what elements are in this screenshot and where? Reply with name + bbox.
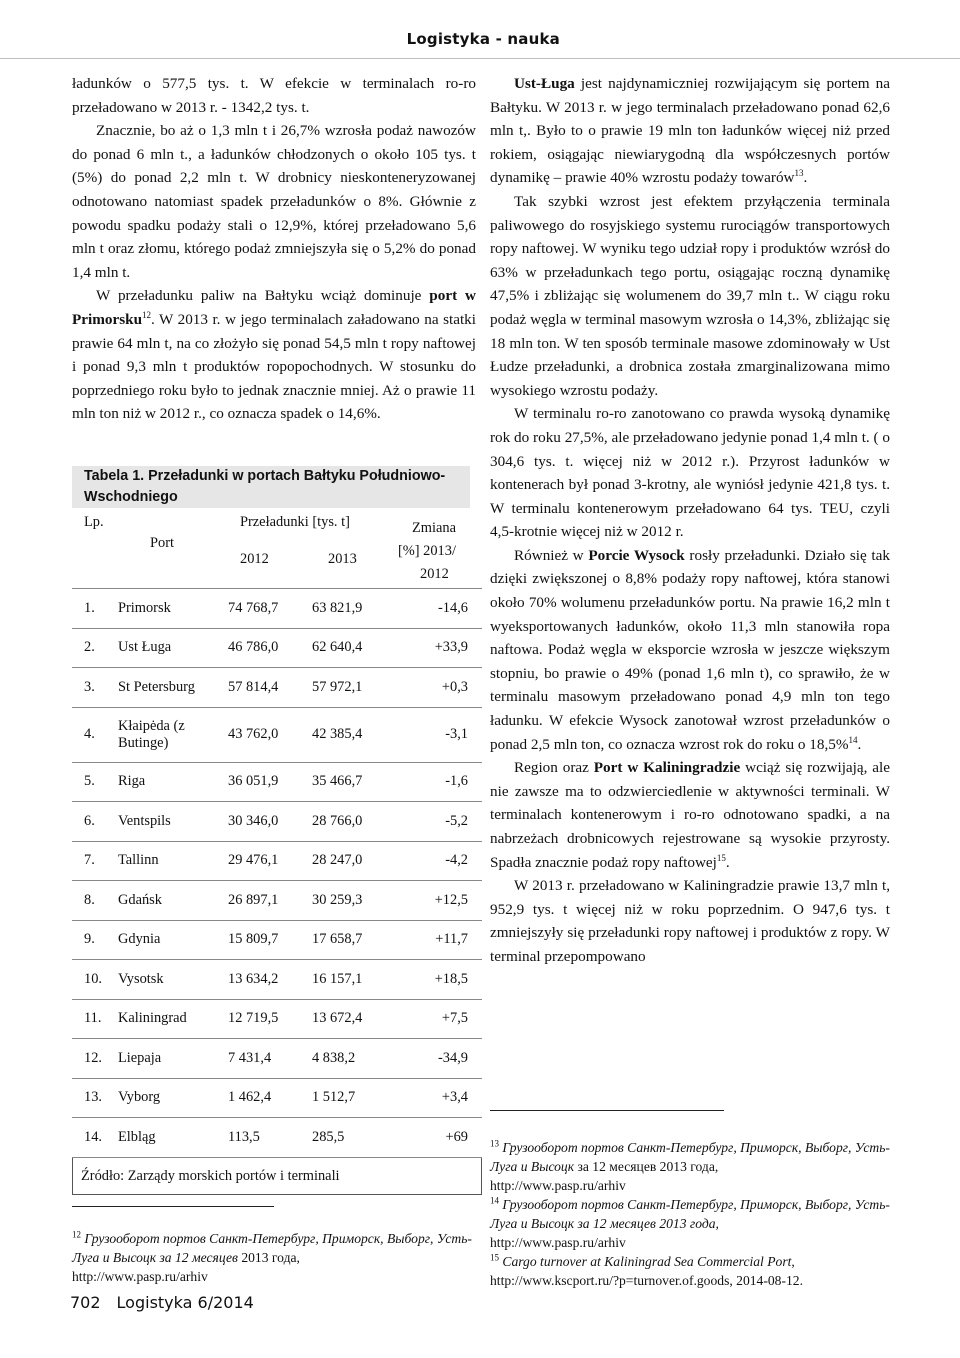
footnote-14 <box>490 1195 890 1252</box>
primorsk-port-bold: port w Primorsku <box>72 287 476 328</box>
table-row <box>72 841 482 881</box>
port-name: Ust Ługa <box>118 628 228 668</box>
footnote-rule-right <box>490 1110 724 1111</box>
value-2012: 15 809,7 <box>228 920 312 960</box>
p1-text: jest najdynamiczniej rozwijającym się portem na Bałtyku. W 2013 r. w jego terminalach przeładowano ponad 62,6 mln t,. Było to o prawie 19 mln ton ładunków więcej niż przed rokiem, osiągając niewiarygodną dla współczesnych portów dynamikę – prawie 40% wzrostu podaży towarów <box>490 75 890 187</box>
right-column <box>490 72 890 969</box>
header-change-2: [%] 2013/ <box>398 543 456 559</box>
value-2012: 74 768,7 <box>228 589 312 628</box>
right-paragraph-6: W 2013 r. przeładowano w Kaliningradzie prawie 13,7 mln t, 952,9 tys. t więcej niż w roku poprzednim. O 947,6 tys. t zmniejszyły się przeładunki ropy naftowej i produktów z ropy. W terminal przepompowano <box>490 877 890 965</box>
journal-name: Logistyka 6/2014 <box>116 1293 254 1312</box>
page-number: 702 <box>70 1293 101 1312</box>
row-number: 8. <box>72 881 118 921</box>
header-2012: 2012 <box>240 551 269 567</box>
footnote-15-title: Cargo turnover at Kaliningrad Sea Commercial Port <box>502 1254 792 1269</box>
change-percent: -4,2 <box>396 841 482 881</box>
table-row <box>72 707 482 762</box>
footnote-12-title: Грузооборот портов Санкт-Петербург, Приморск, Выборг, Усть-Луга и Высоцк за 12 месяцев <box>72 1231 472 1265</box>
footnote-number-12: 12 <box>72 1229 81 1240</box>
footnote-ref-12: 12 <box>142 309 152 320</box>
row-number: 2. <box>72 628 118 668</box>
change-percent: +69 <box>396 1118 482 1158</box>
value-2012: 26 897,1 <box>228 881 312 921</box>
change-percent: +3,4 <box>396 1078 482 1118</box>
value-2013: 30 259,3 <box>312 881 396 921</box>
p4-end: . <box>857 735 862 753</box>
header-lp: Lp. <box>84 514 104 530</box>
table-caption: Tabela 1. Przeładunki w portach Bałtyku Południowo-Wschodniego <box>72 466 470 508</box>
value-2013: 35 466,7 <box>312 762 396 802</box>
port-name: Ventspils <box>118 802 228 842</box>
footnote-13-date: за 12 месяцев 2013 года, <box>574 1159 719 1174</box>
p3-text-b: . W 2013 r. w jego terminalach załadowano na statki prawie 64 mln t, na co złożyło się ponad 54,5 mln t ropy naftowej i ponad 9,3 mln t produktów ropopochodnych. W stosunku do poprzedniego roku było to jednak znacznie mniej. Aż o prawie 11 mln ton niż w 2012 r., co oznacza spadek o 14,6%. <box>72 310 476 423</box>
value-2012: 12 719,5 <box>228 999 312 1039</box>
value-2012: 113,5 <box>228 1118 312 1158</box>
row-number: 6. <box>72 802 118 842</box>
value-2012: 57 814,4 <box>228 668 312 708</box>
page-footer <box>70 1293 254 1312</box>
footnote-rule-left <box>72 1206 274 1207</box>
p4-text-b: rosły przeładunki. Działo się tak dzięki zwiększonej o 8,8% podaży ropy naftowej, która stanowi około 70% wolumenu przeładunków portu. Na prawie 16,2 mln t wyeksportowanych ładunków, około 11,3 mln stanowiła ropa naftowa. Podaż węgla w eksporcie wzrosła w jeszcze większym stopniu, bo prawie o 49% (ponad 1,6 mln t), co sprawiło, że w terminalu masowym przeładowano ponad 4,9 mln ton tego ładunku. W efekcie Wysock zanotował wzrost przeładunków o ponad 2,5 mln ton, co oznacza wzrost rok do roku o 18,5% <box>490 546 890 753</box>
row-number: 4. <box>72 707 118 762</box>
value-2013: 13 672,4 <box>312 999 396 1039</box>
value-2012: 46 786,0 <box>228 628 312 668</box>
change-percent: -14,6 <box>396 589 482 628</box>
left-paragraph-1: ładunków o 577,5 tys. t. W efekcie w terminalach ro-ro przeładowano w 2013 r. - 1342,2 tys. t. <box>72 75 476 116</box>
value-2012: 30 346,0 <box>228 802 312 842</box>
header-reload: Przeładunki [tys. t] <box>240 514 350 530</box>
footnote-12 <box>72 1229 476 1286</box>
row-number: 7. <box>72 841 118 881</box>
p4-text-a: Również w <box>514 546 584 564</box>
footnotes-right <box>490 1138 890 1290</box>
footnote-ref-15: 15 <box>716 852 726 863</box>
footnote-15 <box>490 1252 890 1290</box>
port-name: Elbląg <box>118 1118 228 1158</box>
p1-end: . <box>803 169 808 187</box>
change-percent: -3,1 <box>396 707 482 762</box>
footnote-ref-14: 14 <box>848 734 858 745</box>
port-name: Primorsk <box>118 589 228 628</box>
section-title: Logistyka - nauka <box>406 30 560 48</box>
header-change-1: Zmiana <box>412 520 456 536</box>
value-2012: 36 051,9 <box>228 762 312 802</box>
footnote-number-13: 13 <box>490 1138 499 1149</box>
p5-text-a: Region oraz <box>514 759 589 777</box>
value-2013: 4 838,2 <box>312 1039 396 1079</box>
change-percent: -1,6 <box>396 762 482 802</box>
row-number: 10. <box>72 960 118 1000</box>
port-name: Vyborg <box>118 1078 228 1118</box>
table-source: Źródło: Zarządy morskich portów i terminali <box>72 1158 482 1195</box>
p3-text-a: W przeładunku paliw na Bałtyku wciąż dominuje <box>96 287 422 305</box>
change-percent: -5,2 <box>396 802 482 842</box>
row-number: 11. <box>72 999 118 1039</box>
value-2013: 1 512,7 <box>312 1078 396 1118</box>
table-row <box>72 1118 482 1158</box>
kaliningrad-port-bold: Port w Kaliningradzie <box>593 759 741 777</box>
value-2013: 57 972,1 <box>312 668 396 708</box>
port-name: St Petersburg <box>118 668 228 708</box>
p5-end: . <box>725 853 730 871</box>
value-2012: 43 762,0 <box>228 707 312 762</box>
right-paragraph-5 <box>490 756 890 874</box>
wysock-port-bold: Porcie Wysock <box>588 546 685 564</box>
table-row <box>72 960 482 1000</box>
p5-text-b: wciąż się rozwijają, ale nie zawsze ma to odzwierciedlenie w aktywności terminali. W terminalach kontenerowym i ro-ro odnotowano spadki, a na nabrzeżach drobnicowych rejestrowane są wysokie przyrosty. Spadła znacznie podaż ropy naftowej <box>490 759 891 871</box>
value-2013: 28 766,0 <box>312 802 396 842</box>
footnotes-left <box>72 1229 476 1286</box>
port-name: Liepaja <box>118 1039 228 1079</box>
value-2013: 16 157,1 <box>312 960 396 1000</box>
footnote-15-link[interactable]: , http://www.kscport.ru/?p=turnover.of.goods, 2014-08-12. <box>490 1254 803 1288</box>
value-2012: 7 431,4 <box>228 1039 312 1079</box>
table-row <box>72 668 482 708</box>
row-number: 5. <box>72 762 118 802</box>
table-body <box>72 589 482 1158</box>
left-column <box>72 72 476 426</box>
footnote-14-link[interactable]: http://www.pasp.ru/arhiv <box>490 1235 626 1250</box>
table-row <box>72 920 482 960</box>
table-row <box>72 1039 482 1079</box>
port-name: Vysotsk <box>118 960 228 1000</box>
change-percent: +18,5 <box>396 960 482 1000</box>
value-2012: 1 462,4 <box>228 1078 312 1118</box>
row-number: 1. <box>72 589 118 628</box>
header-change-3: 2012 <box>420 566 449 582</box>
footnote-12-link[interactable]: http://www.pasp.ru/arhiv <box>72 1269 208 1284</box>
table-row <box>72 881 482 921</box>
change-percent: +7,5 <box>396 999 482 1039</box>
table-row <box>72 999 482 1039</box>
header-port: Port <box>150 535 174 551</box>
change-percent: +12,5 <box>396 881 482 921</box>
change-percent: +11,7 <box>396 920 482 960</box>
port-name: Kaliningrad <box>118 999 228 1039</box>
ports-table <box>72 466 482 1195</box>
left-paragraph-3 <box>72 284 476 426</box>
table-row <box>72 762 482 802</box>
footnote-14-title: Грузооборот портов Санкт-Петербург, Приморск, Выборг, Усть-Луга и Высоцк за 12 месяцев 2013 года, <box>490 1197 890 1231</box>
value-2013: 62 640,4 <box>312 628 396 668</box>
table-header <box>72 508 482 589</box>
right-paragraph-3: W terminalu ro-ro zanotowano co prawda wysoką dynamikę rok do roku 27,5%, ale przeładowano jedynie ponad 1,4 mln t. ( o 304,6 tys. t. więcej niż w 2012 r.). Przyrost ładunków w kontenerach był ponad 3-krotny, ale wyniósł jedynie 421,8 tys. t. W terminalu kontenerowym przeładowano 64 tys. TEU, czyli 4,5-krotnie więcej niż w 2012 r. <box>490 405 890 541</box>
value-2013: 63 821,9 <box>312 589 396 628</box>
header-2013: 2013 <box>328 551 357 567</box>
port-name: Gdańsk <box>118 881 228 921</box>
port-name: Kłaipėda (z Butinge) <box>118 707 228 762</box>
value-2013: 285,5 <box>312 1118 396 1158</box>
port-name: Tallinn <box>118 841 228 881</box>
footnote-13 <box>490 1138 890 1195</box>
port-name: Riga <box>118 762 228 802</box>
page-header <box>0 0 960 59</box>
footnote-13-title: Грузооборот портов Санкт-Петербург, Приморск, Выборг, Усть-Луга и Высоцк <box>490 1140 890 1174</box>
value-2013: 28 247,0 <box>312 841 396 881</box>
table-row <box>72 589 482 628</box>
row-number: 3. <box>72 668 118 708</box>
right-paragraph-2: Tak szybki wzrost jest efektem przyłączenia terminala paliwowego do rosyjskiego systemu rurociągów transportowych ropy naftowej. W wyniku tego udział ropy i produktów wzrósł do 63% w przeładunkach tego portu, osiągając roczną dynamikę 47,5% i zbliżając się wolumenem do 39,7 mln t.. W ciągu roku podaż węgla w terminal masowym wzrosła o 14,3%, zbliżając się 18 mln ton. W ten sposób terminale masowe zdominowały w Ust Łudze przeładunki, a drobnica została zmarginalizowana mimo wysokiego wzrostu podaży. <box>490 192 890 399</box>
value-2013: 42 385,4 <box>312 707 396 762</box>
footnote-number-15: 15 <box>490 1252 499 1263</box>
value-2012: 29 476,1 <box>228 841 312 881</box>
change-percent: +33,9 <box>396 628 482 668</box>
change-percent: +0,3 <box>396 668 482 708</box>
table-row <box>72 1078 482 1118</box>
row-number: 14. <box>72 1118 118 1158</box>
ust-luga-bold: Ust-Ługa <box>514 75 575 92</box>
footnote-13-link[interactable]: http://www.pasp.ru/arhiv <box>490 1178 626 1193</box>
port-name: Gdynia <box>118 920 228 960</box>
value-2013: 17 658,7 <box>312 920 396 960</box>
footnote-number-14: 14 <box>490 1195 499 1206</box>
change-percent: -34,9 <box>396 1039 482 1079</box>
table-row <box>72 628 482 668</box>
right-paragraph-1 <box>490 72 890 190</box>
right-paragraph-4 <box>490 544 890 756</box>
row-number: 13. <box>72 1078 118 1118</box>
row-number: 9. <box>72 920 118 960</box>
row-number: 12. <box>72 1039 118 1079</box>
left-paragraph-2: Znacznie, bo aż o 1,3 mln t i 26,7% wzrosła podaż nawozów do ponad 6 mln t., a ładunków chłodzonych o około 105 tys. t (5%) do ponad 2,2 mln t. W drobnicy nieskonteneryzowanej odnotowano natomiast spadek przeładunków o 8%. Głównie z powodu spadku podaży stali o 12,9%, której przeładowano 5,6 mln t oraz złomu, którego podaż zmniejszyła się o 5,2% do ponad 1,4 mln t. <box>72 122 476 281</box>
table-row <box>72 802 482 842</box>
footnote-12-date: 2013 года, <box>237 1250 300 1265</box>
footnote-ref-13: 13 <box>794 168 804 179</box>
value-2012: 13 634,2 <box>228 960 312 1000</box>
